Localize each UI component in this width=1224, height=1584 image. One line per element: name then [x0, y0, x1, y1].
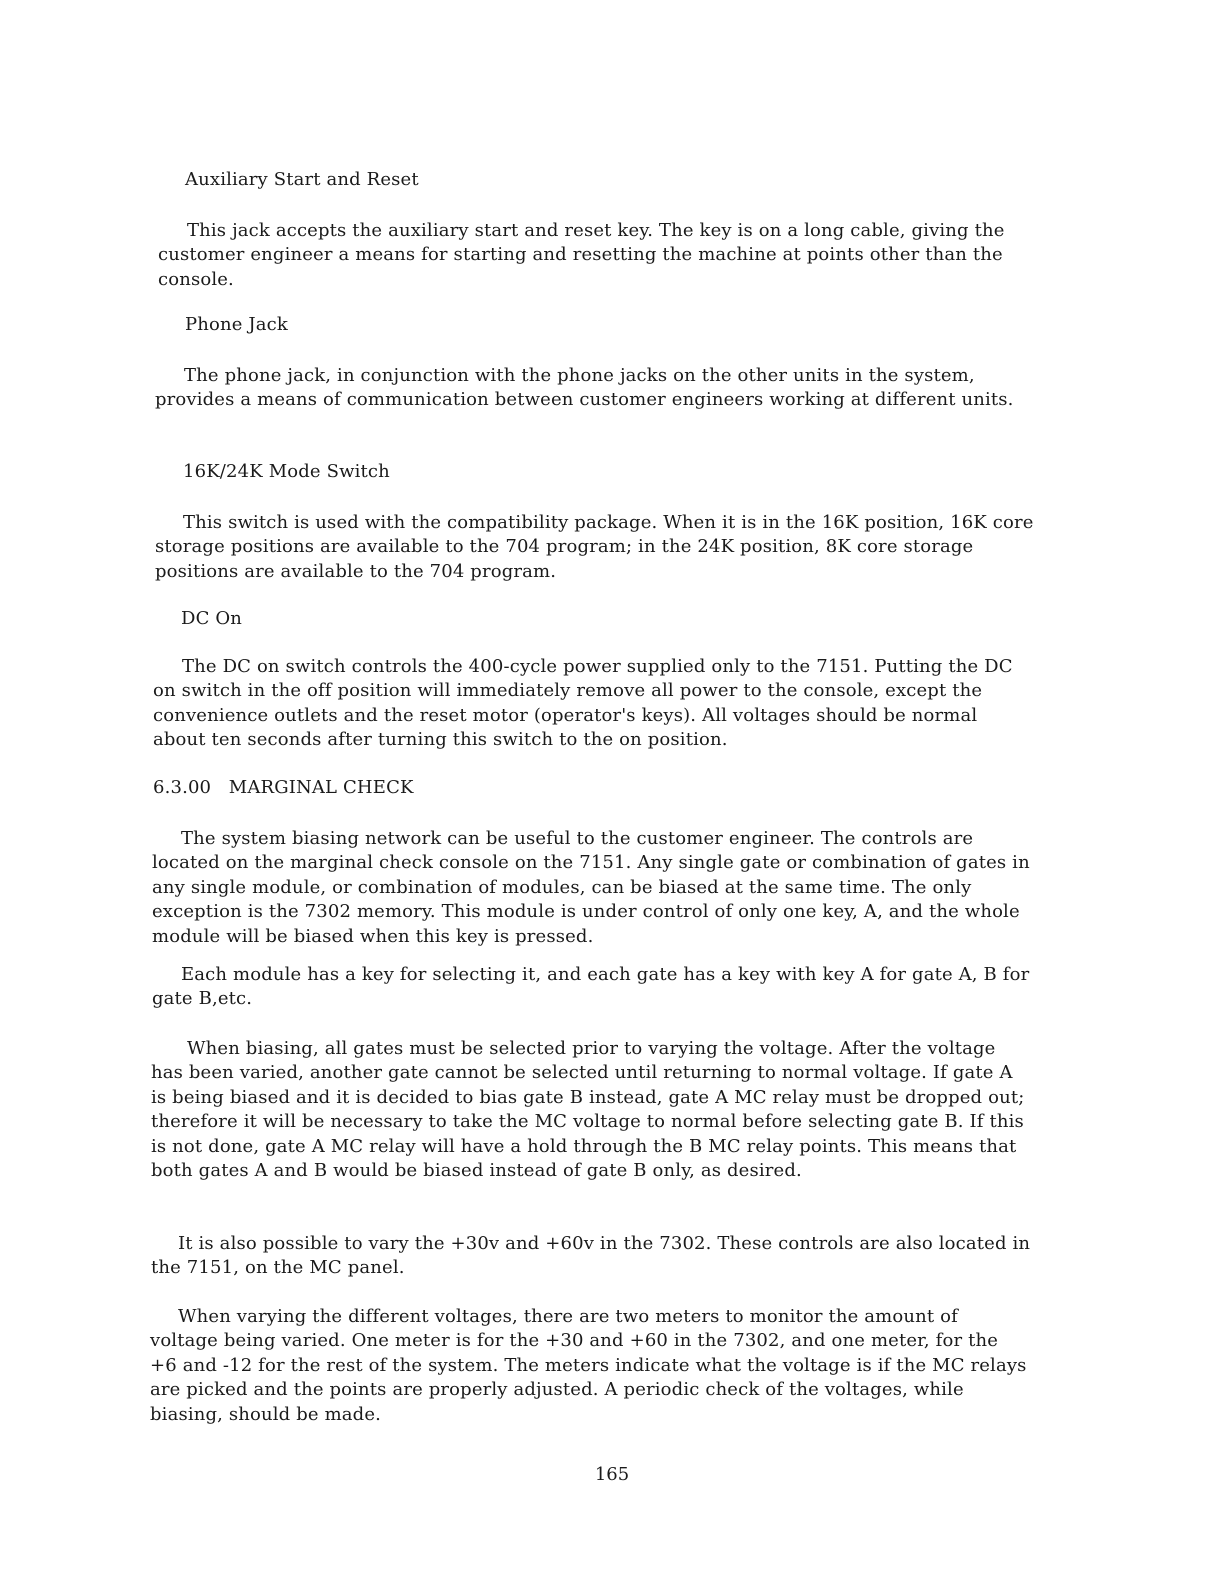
paragraph-meters: When varying the different voltages, there are two meters to monitor the amount of voltage being varied. One meter is for the +30 and +60 in the 7302, and one meter, for the +6 and -12 for the rest of the system. The meters indicate what the voltage is if the MC relays are picked and the points are properly adjusted. A periodic check of the voltages, while biasing, should be made.: [150, 1306, 1027, 1425]
heading-dc-on: DC On: [181, 608, 243, 629]
heading-phone-jack: Phone Jack: [185, 314, 288, 335]
paragraph-vary-voltages: It is also possible to vary the +30v and +60v in the 7302. These controls are also located in the 7151, on the MC panel.: [151, 1233, 1031, 1279]
page-number: 165: [594, 1464, 630, 1485]
paragraph-phone-jack: The phone jack, in conjunction with the phone jacks on the other units in the system, provides a means of communication between customer engineers working at different units.: [155, 365, 1014, 411]
paragraph-marginal-check-intro: The system biasing network can be useful to the customer engineer. The controls are located on the marginal check console on the 7151. Any single gate or combination of gates in any single module, or combination of modules, can be biased at the same time. The only exception is the 7302 memory. This module is under control of only one key, A, and the whole module will be biased when this key is pressed.: [152, 828, 1030, 947]
paragraph-module-keys: Each module has a key for selecting it, and each gate has a key with key A for gate A, B for gate B,etc.: [152, 964, 1030, 1010]
paragraph-mode-switch: This switch is used with the compatibility package. When it is in the 16K position, 16K core storage positions are available to the 704 program; in the 24K position, 8K core storage positions are available to the 704 program.: [155, 512, 1034, 582]
section-heading-marginal-check: 6.3.00 MARGINAL CHECK: [153, 777, 414, 798]
paragraph-dc-on: The DC on switch controls the 400-cycle power supplied only to the 7151. Putting the DC on switch in the off position will immediately remove all power to the console, except the convenience outlets and the reset motor (operator's keys). All voltages should be normal about ten seconds after turning this switch to the on position.: [153, 656, 1013, 751]
paragraph-biasing-procedure: When biasing, all gates must be selected prior to varying the voltage. After the voltage has been varied, another gate cannot be selected until returning to normal voltage. If gate A is being biased and it is decided to bias gate B instead, gate A MC relay must be dropped out; therefore it will be necessary to take the MC voltage to normal before selecting gate B. If this is not done, gate A MC relay will have a hold through the B MC relay points. This means that both gates A and B would be biased instead of gate B only, as desired.: [151, 1038, 1025, 1182]
paragraph-auxiliary-start-reset: This jack accepts the auxiliary start and reset key. The key is on a long cable, giving the customer engineer a means for starting and resetting the machine at points other than the console.: [158, 220, 1005, 290]
heading-auxiliary-start-reset: Auxiliary Start and Reset: [185, 169, 419, 190]
heading-mode-switch: 16K/24K Mode Switch: [183, 461, 390, 482]
